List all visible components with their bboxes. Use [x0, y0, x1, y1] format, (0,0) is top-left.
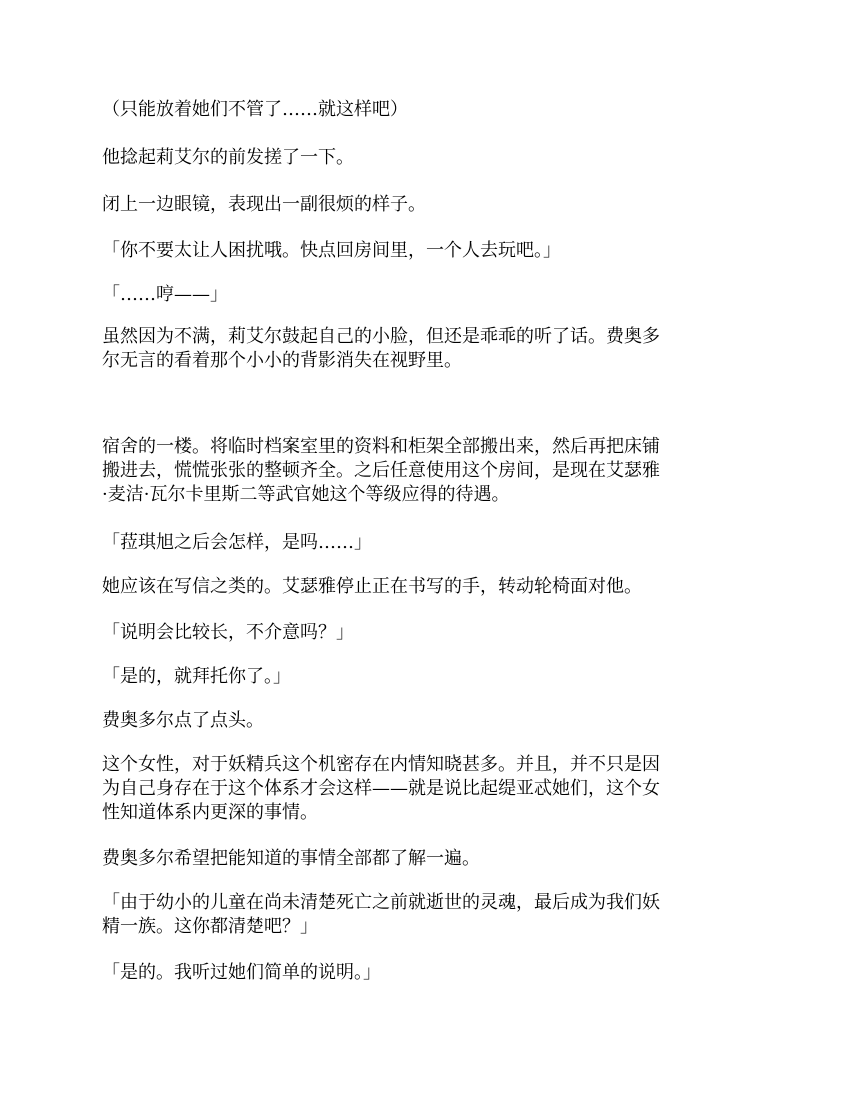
paragraph-4: 「你不要太让人困扰哦。快点回房间里，一个人去玩吧。」 [102, 240, 561, 261]
paragraph-16: 「是的。我听过她们简单的说明。」 [102, 962, 381, 983]
paragraph-6: 虽然因为不满，莉艾尔鼓起自己的小脸，但还是乖乖的听了话。费奥多 尔无言的看着那个小小的背影消失在视野里。 [102, 326, 660, 371]
paragraph-11: 「是的，就拜托你了。」 [102, 666, 291, 687]
paragraph-12: 费奥多尔点了点头。 [102, 710, 264, 731]
paragraph-5: 「……哼——」 [102, 284, 228, 305]
paragraph-7: 宿舍的一楼。将临时档案室里的资料和柜架全部搬出来，然后再把床铺 搬进去，慌慌张张的整顿齐全。之后任意使用这个房间，是现在艾瑟雅 ·麦洁·瓦尔卡里斯二等武官她这个等级应得的待遇。 [102, 436, 660, 505]
paragraph-2: 他捻起莉艾尔的前发搓了一下。 [102, 147, 354, 168]
paragraph-9: 她应该在写信之类的。艾瑟雅停止正在书写的手，转动轮椅面对他。 [102, 576, 642, 597]
paragraph-14: 费奥多尔希望把能知道的事情全部都了解一遍。 [102, 848, 480, 869]
paragraph-1: （只能放着她们不管了……就这样吧） [102, 99, 408, 120]
paragraph-3: 闭上一边眼镜，表现出一副很烦的样子。 [102, 194, 426, 215]
paragraph-8: 「菈琪旭之后会怎样，是吗……」 [102, 532, 372, 553]
paragraph-10: 「说明会比较长，不介意吗？」 [102, 622, 354, 643]
paragraph-15: 「由于幼小的儿童在尚未清楚死亡之前就逝世的灵魂，最后成为我们妖 精一族。这你都清楚吧？」 [102, 892, 660, 937]
paragraph-13: 这个女性，对于妖精兵这个机密存在内情知晓甚多。并且，并不只是因 为自己身存在于这个体系才会这样——就是说比起缇亚忒她们，这个女 性知道体系内更深的事情。 [102, 754, 660, 823]
